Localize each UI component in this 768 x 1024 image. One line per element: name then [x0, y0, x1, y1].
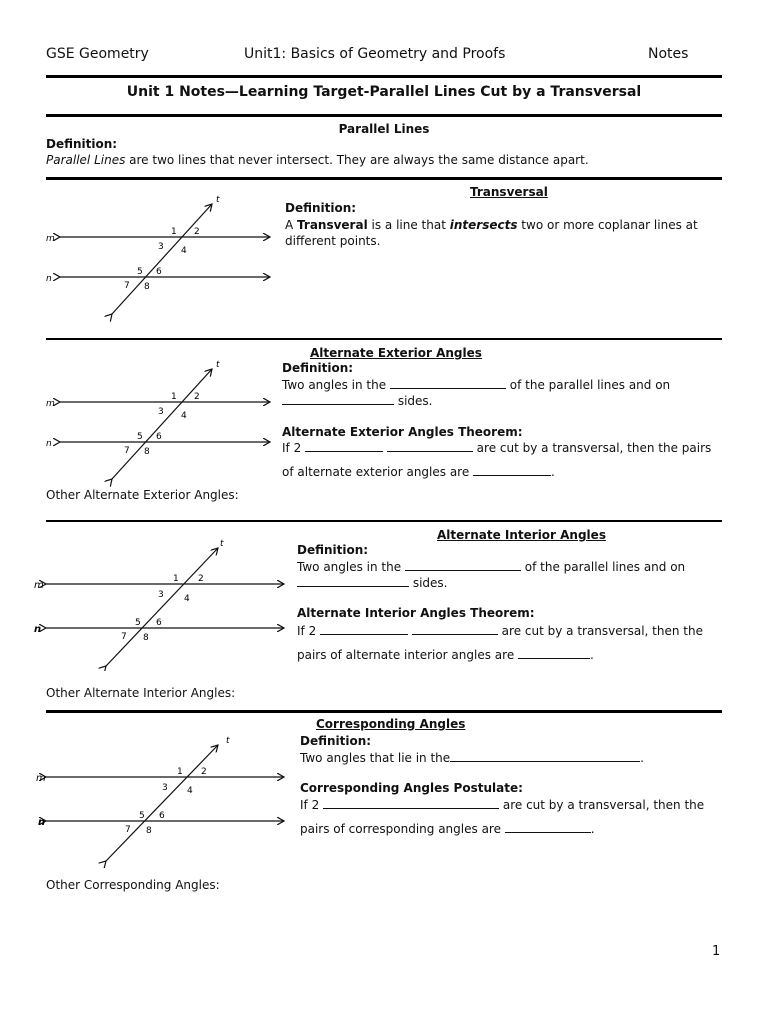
alt-int-thm-a: If 2: [297, 624, 321, 638]
fill-blank[interactable]: [450, 750, 640, 762]
unit-name: Unit1: Basics of Geometry and Proofs: [244, 46, 506, 62]
section-rule-4: [46, 710, 722, 713]
alt-int-theorem: [297, 623, 703, 639]
alt-ext-def-label: Definition:: [282, 361, 354, 375]
parallel-term: Parallel Lines: [46, 153, 126, 167]
transversal-diagram: [40, 192, 280, 322]
transversal-definition: [285, 217, 698, 233]
alt-ext-diagram: [40, 357, 280, 487]
angle-5: 5: [135, 618, 141, 628]
corr-post-b: are cut by a transversal, then the: [499, 798, 705, 812]
label-n: n: [46, 439, 52, 449]
angle-6: 6: [159, 811, 165, 821]
angle-8: 8: [143, 633, 149, 643]
label-m: m: [36, 773, 46, 784]
alt-ext-thm-c: of alternate exterior angles are: [282, 465, 474, 479]
fill-blank[interactable]: [405, 559, 521, 571]
angle-4: 4: [181, 411, 187, 421]
angle-6: 6: [156, 267, 162, 277]
line-t: [106, 745, 218, 861]
section-rule-1: [46, 177, 722, 180]
alt-ext-thm-a: If 2: [282, 441, 306, 455]
angle-1: 1: [173, 574, 179, 584]
corr-diagram: [30, 733, 290, 868]
parallel-heading: Parallel Lines: [338, 122, 430, 136]
angle-8: 8: [146, 826, 152, 836]
corr-postulate-label: Corresponding Angles Postulate:: [300, 781, 523, 795]
label-m: m: [34, 580, 44, 591]
angle-7: 7: [124, 446, 130, 456]
corr-def-b: .: [640, 751, 644, 765]
alt-int-def-a: Two angles in the: [297, 560, 405, 574]
label-n: n: [46, 274, 52, 284]
fill-blank[interactable]: [323, 797, 499, 809]
angle-8: 8: [144, 282, 150, 292]
angle-4: 4: [184, 594, 190, 604]
fill-blank[interactable]: [305, 440, 383, 452]
corr-postulate-2: [300, 821, 595, 837]
transversal-definition-2: different points.: [285, 234, 381, 248]
transversal-text-a: A: [285, 218, 298, 232]
corr-post-a: If 2: [300, 798, 324, 812]
line-t: [112, 369, 212, 479]
angle-2: 2: [194, 227, 200, 237]
angle-7: 7: [124, 281, 130, 291]
alt-int-definition: [297, 559, 685, 575]
label-t: t: [226, 736, 230, 746]
alt-int-theorem-label: Alternate Interior Angles Theorem:: [297, 606, 535, 620]
corr-post-d: .: [590, 822, 595, 836]
transversal-heading: Transversal: [470, 185, 548, 199]
alt-ext-definition: [282, 377, 670, 393]
course-name: GSE Geometry: [46, 46, 149, 62]
angle-5: 5: [139, 811, 145, 821]
alt-ext-theorem: [282, 440, 711, 456]
alt-ext-heading: Alternate Exterior Angles: [310, 346, 482, 360]
alt-int-other: Other Alternate Interior Angles:: [46, 686, 236, 700]
angle-7: 7: [121, 632, 127, 642]
parallel-def-text: are two lines that never intersect. They are always the same distance apart.: [125, 153, 589, 167]
angle-8: 8: [144, 447, 150, 457]
alt-int-thm-d: .: [590, 648, 594, 662]
fill-blank[interactable]: [320, 623, 408, 635]
label-m: m: [46, 234, 55, 244]
angle-3: 3: [158, 407, 164, 417]
page-number: 1: [712, 944, 721, 959]
line-t: [112, 204, 212, 314]
corr-def-label: Definition:: [300, 734, 372, 748]
alt-ext-thm-d: .: [551, 465, 555, 479]
alt-int-def-c: sides.: [409, 576, 448, 590]
fill-blank[interactable]: [505, 821, 591, 833]
alt-ext-definition-2: [282, 393, 432, 409]
corr-def-a: Two angles that lie in the: [300, 751, 451, 765]
label-t: t: [216, 195, 220, 205]
fill-blank[interactable]: [518, 647, 590, 659]
label-n: n: [34, 624, 42, 635]
fill-blank[interactable]: [297, 575, 409, 587]
alt-int-thm-c: pairs of alternate interior angles are: [297, 648, 519, 662]
angle-6: 6: [156, 432, 162, 442]
corr-heading: Corresponding Angles: [316, 717, 466, 731]
page-title: Unit 1 Notes—Learning Target-Parallel Lines Cut by a Transversal: [126, 84, 642, 100]
alt-ext-def-a: Two angles in the: [282, 378, 390, 392]
alt-int-definition-2: [297, 575, 447, 591]
angle-7: 7: [125, 825, 131, 835]
section-rule-2: [46, 338, 722, 340]
alt-ext-other: Other Alternate Exterior Angles:: [46, 488, 239, 502]
corr-post-c: pairs of corresponding angles are: [300, 822, 505, 836]
angle-6: 6: [156, 618, 162, 628]
transversal-term: Transveral: [297, 218, 368, 232]
angle-2: 2: [198, 574, 204, 584]
alt-ext-theorem-2: [282, 464, 555, 480]
angle-1: 1: [171, 392, 177, 402]
label-m: m: [46, 399, 55, 409]
angle-4: 4: [187, 786, 193, 796]
corr-postulate: [300, 797, 704, 813]
alt-ext-def-b: of the parallel lines and on: [505, 378, 671, 392]
parallel-definition: [46, 153, 589, 167]
fill-blank[interactable]: [473, 464, 551, 476]
fill-blank[interactable]: [387, 440, 473, 452]
corr-definition: [300, 750, 644, 766]
alt-int-def-b: of the parallel lines and on: [520, 560, 686, 574]
angle-1: 1: [171, 227, 177, 237]
angle-3: 3: [158, 242, 164, 252]
alt-ext-theorem-label: Alternate Exterior Angles Theorem:: [282, 425, 523, 439]
alt-int-thm-b: are cut by a transversal, then the: [497, 624, 703, 638]
parallel-def-label: Definition:: [46, 137, 118, 151]
angle-4: 4: [181, 246, 187, 256]
section-rule-3: [46, 520, 722, 522]
transversal-def-label: Definition:: [285, 201, 357, 215]
alt-int-heading: Alternate Interior Angles: [437, 528, 606, 542]
transversal-text-c: two or more coplanar lines at: [517, 218, 698, 232]
transversal-text-b: is a line that: [367, 218, 450, 232]
doc-type: Notes: [648, 46, 689, 62]
corr-other: Other Corresponding Angles:: [46, 878, 220, 892]
angle-2: 2: [194, 392, 200, 402]
label-t: t: [216, 360, 220, 370]
angle-5: 5: [137, 432, 143, 442]
angle-5: 5: [137, 267, 143, 277]
line-t: [106, 548, 218, 666]
alt-int-theorem-2: [297, 647, 594, 663]
angle-2: 2: [201, 767, 207, 777]
alt-int-diagram: [30, 536, 290, 671]
alt-ext-def-c: sides.: [394, 394, 433, 408]
label-t: t: [220, 539, 224, 549]
angle-3: 3: [162, 783, 168, 793]
alt-int-def-label: Definition:: [297, 543, 369, 557]
fill-blank[interactable]: [412, 623, 498, 635]
transversal-emph: intersects: [449, 218, 518, 232]
angle-3: 3: [158, 590, 164, 600]
title-rule: [46, 114, 722, 117]
label-n: n: [38, 817, 46, 828]
alt-ext-thm-b: are cut by a transversal, then the pairs: [472, 441, 712, 455]
fill-blank[interactable]: [390, 377, 506, 389]
fill-blank[interactable]: [282, 393, 394, 405]
header-rule: [46, 75, 722, 78]
angle-1: 1: [177, 767, 183, 777]
